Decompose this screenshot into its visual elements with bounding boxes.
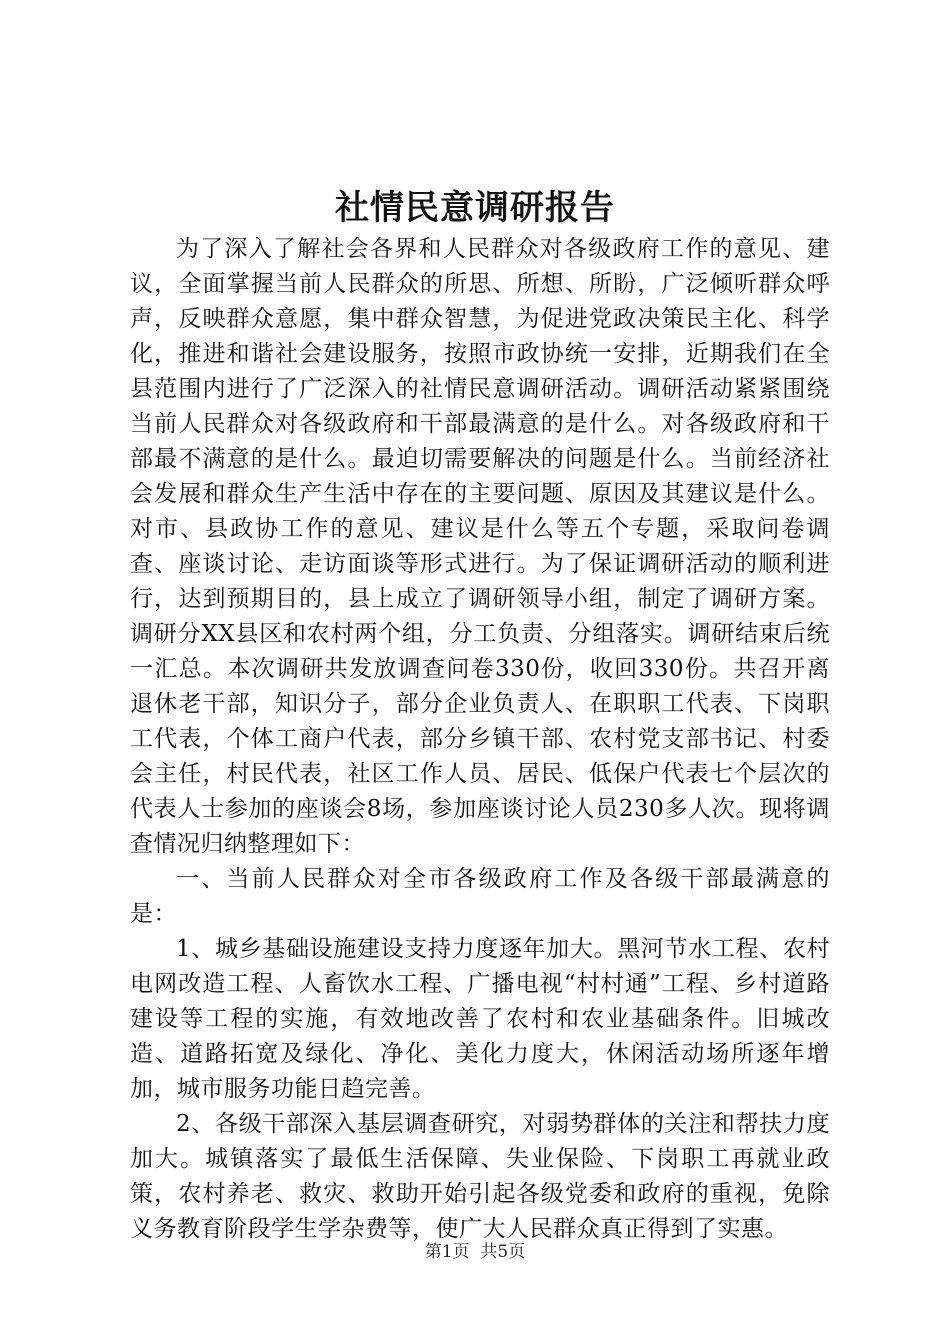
paragraph-item-1: 1、城乡基础设施建设支持力度逐年加大。黑河节水工程、农村电网改造工程、人畜饮水工程、广播电视“村村通”工程、乡村道路建设等工程的实施，有效地改善了农村和农业基础条件。旧城改造、道路拓宽及绿化、净化、美化力度大，休闲活动场所逐年增加，城市服务功能日趋完善。 (130, 936, 830, 1102)
document-body (130, 232, 830, 1247)
footer-separator (470, 1242, 481, 1262)
page-number: 第1页 (424, 1242, 470, 1262)
paragraph-section-heading: 一、当前人民群众对全市各级政府工作及各级干部最满意的是： (130, 866, 830, 927)
paragraph-item-2: 2、各级干部深入基层调查研究，对弱势群体的关注和帮扶力度加大。城镇落实了最低生活保障、失业保险、下岗职工再就业政策，农村养老、救灾、救助开始引起各级党委和政府的重视，免除义务教育阶段学生学杂费等，使广大人民群众真正得到了实惠。 (130, 1111, 830, 1242)
paragraph-intro: 为了深入了解社会各界和人民群众对各级政府工作的意见、建议，全面掌握当前人民群众的所思、所想、所盼，广泛倾听群众呼声，反映群众意愿，集中群众智慧，为促进党政决策民主化、科学化，推进和谐社会建设服务，按照市政协统一安排，近期我们在全县范围内进行了广泛深入的社情民意调研活动。调研活动紧紧围绕当前人民群众对各级政府和干部最满意的是什么。对各级政府和干部最不满意的是什么。最迫切需要解决的问题是什么。当前经济社会发展和群众生产生活中存在的主要问题、原因及其建议是什么。对市、县政协工作的意见、建议是什么等五个专题，采取问卷调查、座谈讨论、走访面谈等形式进行。为了保证调研活动的顺利进行，达到预期目的，县上成立了调研领导小组，制定了调研方案。调研分XX县区和农村两个组，分工负责、分组落实。调研结束后统一汇总。本次调研共发放调查问卷330份，收回330份。共召开离退休老干部，知识分子，部分企业负责人、在职职工代表、下岗职工代表，个体工商户代表，部分乡镇干部、农村党支部书记、村委会主任，村民代表，社区工作人员、居民、低保户代表七个层次的代表人士参加的座谈会8场，参加座谈讨论人员230多人次。现将调查情况归纳整理如下： (130, 236, 830, 857)
page-footer (0, 1240, 950, 1264)
document-title: 社情民意调研报告 (335, 188, 615, 228)
page-total: 共5页 (480, 1242, 526, 1262)
